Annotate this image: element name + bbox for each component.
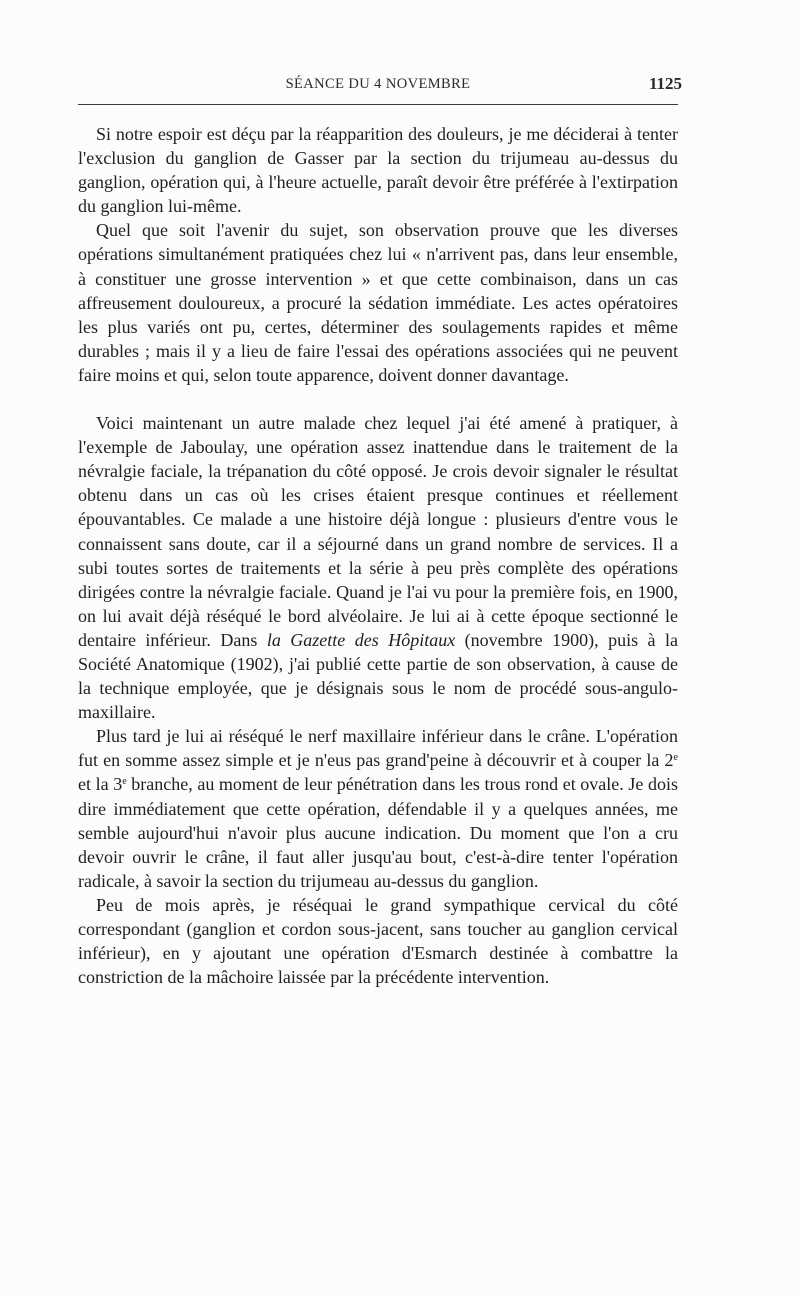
page-header <box>78 74 682 98</box>
paragraph-4-text-a: Plus tard je lui ai réséqué le nerf maxillaire inférieur dans le crâne. L'opération fut en somme assez simple et je n'eus pas grand'peine à découvrir et à couper la 2 <box>78 726 678 771</box>
page-number: 1125 <box>648 74 682 93</box>
paragraph-4-text-b: et la 3 <box>78 774 123 795</box>
paragraph-2: Quel que soit l'avenir du sujet, son observation prouve que les diverses opérations simultanément pratiquées chez lui « n'arrivent pas, dans leur ensemble, à constituer une grosse intervention » et que cette combinaison, dans un cas affreusement douloureux, a procuré la sédation immédiate. Les actes opératoires les plus variés ont pu, certes, déterminer des soulagements rapides et même durables ; mais il y a lieu de faire l'essai des opérations associées qui ne peuvent faire moins et qui, selon toute apparence, doivent donner davantage. <box>78 220 678 385</box>
running-head: SÉANCE DU 4 NOVEMBRE <box>285 76 471 92</box>
journal-title: la Gazette des Hôpitaux <box>266 629 456 650</box>
ordinal-superscript-3: e <box>122 776 127 788</box>
paragraph-3-text-a: Voici maintenant un autre malade chez lequel j'ai été amené à pratiquer, à l'exemple de Jaboulay, une opération assez inattendue dans le traitement de la névralgie faciale, la trépanation du côté opposé. Je crois devoir signaler le résultat obtenu dans un cas où les crises étaient presque continues et réellement épouvantables. Ce malade a une histoire déjà longue : plusieurs d'entre vous le connaissent sans doute, car il a séjourné dans un grand nombre de services. Il a subi toutes sortes de traitements et la série à peu près complète des opérations dirigées contre la névralgie faciale. Quand je l'ai vu pour la première fois, en 1900, on lui avait déjà réséqué le bord alvéolaire. Je lui ai à cette époque sectionné le dentaire inférieur. Dans <box>78 413 678 650</box>
paragraph-3-text-b: (novembre 1900), puis à la Société Anatomique (1902), j'ai publié cette partie de son observation, à cause de la technique employée, que je désignais sous le nom de procédé sous-angulo-maxillaire. <box>78 629 678 723</box>
ordinal-superscript-2: e <box>673 752 678 764</box>
paragraph-1: Si notre espoir est déçu par la réapparition des douleurs, je me déciderai à tenter l'exclusion du ganglion de Gasser par la section du trijumeau au-dessus du ganglion, opération qui, à l'heure actuelle, paraît devoir être préférée à l'extirpation du ganglion lui-même. <box>78 124 678 217</box>
paragraph-4-text-c: branche, au moment de leur pénétration dans les trous rond et ovale. Je dois dire immédiatement que cette opération, défendable il y a quelques années, me semble aujourd'hui n'avoir plus aucune indication. Du moment que l'on a cru devoir ouvrir le crâne, il faut aller jusqu'au bout, c'est-à-dire tenter l'opération radicale, à savoir la section du trijumeau au-dessus du ganglion. <box>78 774 678 891</box>
paragraph-4 <box>78 724 678 893</box>
body-text <box>78 122 678 989</box>
header-rule <box>78 104 678 105</box>
paragraph-5: Peu de mois après, je réséquai le grand sympathique cervical du côté correspondant (ganglion et cordon sous-jacent, sans toucher au ganglion cervical inférieur), en y ajoutant une opération d'Esmarch destinée à combattre la constriction de la mâchoire laissée par la précédente intervention. <box>78 894 678 988</box>
paragraph-3 <box>78 411 678 724</box>
